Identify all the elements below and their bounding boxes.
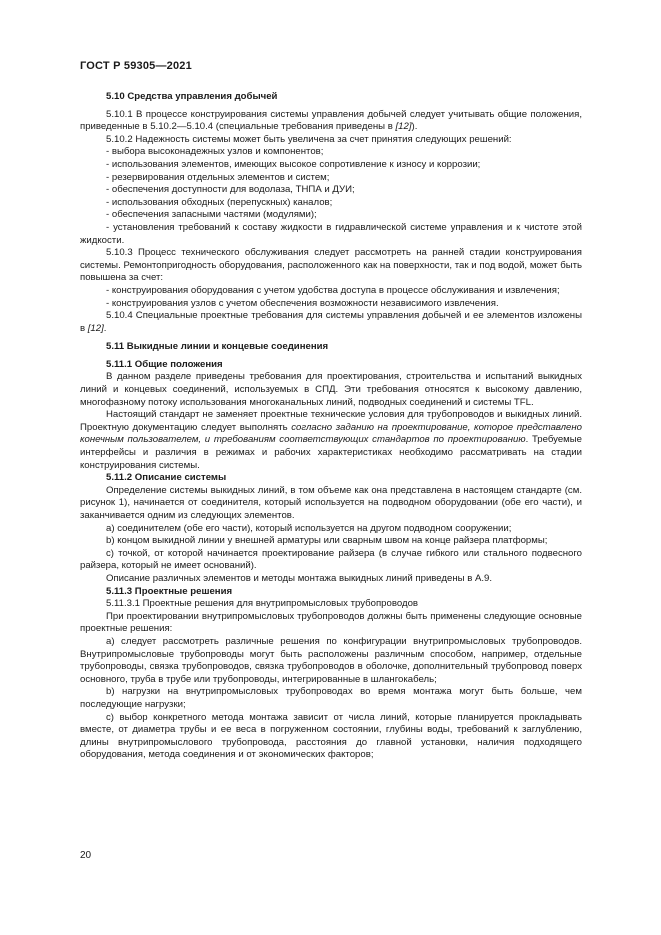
paragraph-5-10-3: 5.10.3 Процесс технического обслуживания следует рассмотреть на ранней стадии конструирования системы. Ремонтопригодность оборудования, расположенного как на поверхности, так и под водой, может быть повышена за счет: <box>80 247 582 284</box>
paragraph: В данном разделе приведены требования для проектирования, строительства и испытаний выкидных линий и концевых соединений, используемых в СПД. Эти требования относятся к высокому давлению, многофазному потоку использования многоканальных линий, подводных соединений и системы TFL. <box>80 371 582 408</box>
document-body <box>80 91 582 762</box>
list-item: - использования обходных (перепускных) каналов; <box>106 196 333 208</box>
list-item: c) точкой, от которой начинается проектирование райзера (в случае гибкого или стального подвесного райзера, который не имеет оснований). <box>80 547 582 572</box>
paragraph-5-10-2: 5.10.2 Надежность системы может быть увеличена за счет принятия следующих решений: <box>106 133 512 145</box>
paragraph: При проектировании внутрипромысловых трубопроводов должны быть применены следующие основные проектные решения: <box>80 610 582 635</box>
list-item: - установления требований к составу жидкости в гидравлической системе управления и к чистоте этой жидкости. <box>80 221 582 246</box>
document-code: ГОСТ Р 59305—2021 <box>80 60 192 72</box>
list-item: b) концом выкидной линии у внешней арматуры или сварным швом на конце райзера платформы; <box>106 535 548 547</box>
list-item: - обеспечения запасными частями (модулями); <box>106 209 317 221</box>
list-item: - обеспечения доступности для водолаза, ТНПА и ДУИ; <box>106 184 355 196</box>
list-item: - использования элементов, имеющих высокое сопротивление к износу и коррозии; <box>106 158 481 170</box>
paragraph-5-10-4: 5.10.4 Специальные проектные требования для системы управления добычей и ее элементов изложены в [12]. <box>80 310 582 334</box>
reference-link: [12] <box>395 121 412 133</box>
list-item: а) соединителем (обе его части), который используется на другом подводном сооружении; <box>106 522 512 534</box>
paragraph-5-10-1: 5.10.1 В процессе конструирования системы управления добычей следует учитывать общие положения, приведенные в 5.10.2—5.10.4 (специальные требования приведены в [12]). <box>80 108 582 133</box>
subsection-heading-5-11-2: 5.11.2 Описание системы <box>106 472 227 484</box>
page-number: 20 <box>80 850 92 861</box>
list-item: - конструирования узлов с учетом обеспечения возможности независимого извлечения. <box>106 297 499 309</box>
list-item: - выбора высоконадежных узлов и компонентов; <box>106 146 324 158</box>
list-item: - конструирования оборудования с учетом удобства доступа в процессе обслуживания и извлечения; <box>106 284 560 296</box>
list-item: b) нагрузки на внутрипромысловых трубопроводах во время монтажа могут быть больше, чем последующие нагрузки; <box>80 686 582 710</box>
list-item: c) выбор конкретного метода монтажа зависит от числа линий, которые планируется прокладывать вместе, от диаметра трубы и ее веса в погруженном состоянии, глубины воды, требований к заглублению, длины внутрипромыслового трубопровода, расстояния до главной установки, наличия подходящего оборудования, метода соединения и от экономических факторов; <box>80 711 582 761</box>
subsection-heading-5-11-3: 5.11.3 Проектные решения <box>106 585 233 597</box>
paragraph: Настоящий стандарт не заменяет проектные технические условия для трубопроводов и выкидных линий. Проектную документацию следует выполнять согласно заданию на проектирование, которое представлено конечным пользователем, и требованиям соответствующих стандартов по проектированию. Требуемые интерфейсы и различия в режимах и рабочих характеристиках необходимо рассматривать на стадии конструирования системы. <box>80 409 582 471</box>
reference-link: [12] <box>87 322 104 334</box>
paragraph: Определение системы выкидных линий, в том объеме как она представлена в настоящем стандарте (см. рисунок 1), начинается от соединителя, который используется на подводном оборудовании (обе его части), и заканчивается одним из следующих элементов. <box>80 484 582 521</box>
section-heading-5-10: 5.10 Средства управления добычей <box>106 91 278 102</box>
paragraph: 5.11.3.1 Проектные решения для внутрипромысловых трубопроводов <box>106 598 418 610</box>
section-heading-5-11: 5.11 Выкидные линии и концевые соединения <box>106 341 329 353</box>
list-item: а) следует рассмотреть различные решения по конфигурации внутрипромысловых трубопроводов. Внутрипромысловые трубопроводы могут быть расположены различным способом, например, отдельные трубопроводы, связка трубопроводов, связка трубопроводов в оболочке, дополнительный трубопровод поверх основного, труба в трубе или трубопроводы, интегрированные в шлангокабель; <box>80 635 582 685</box>
list-item: - резервирования отдельных элементов и систем; <box>106 171 330 183</box>
subsection-heading-5-11-1: 5.11.1 Общие положения <box>106 358 223 370</box>
paragraph: Описание различных элементов и методы монтажа выкидных линий приведены в А.9. <box>106 572 493 584</box>
